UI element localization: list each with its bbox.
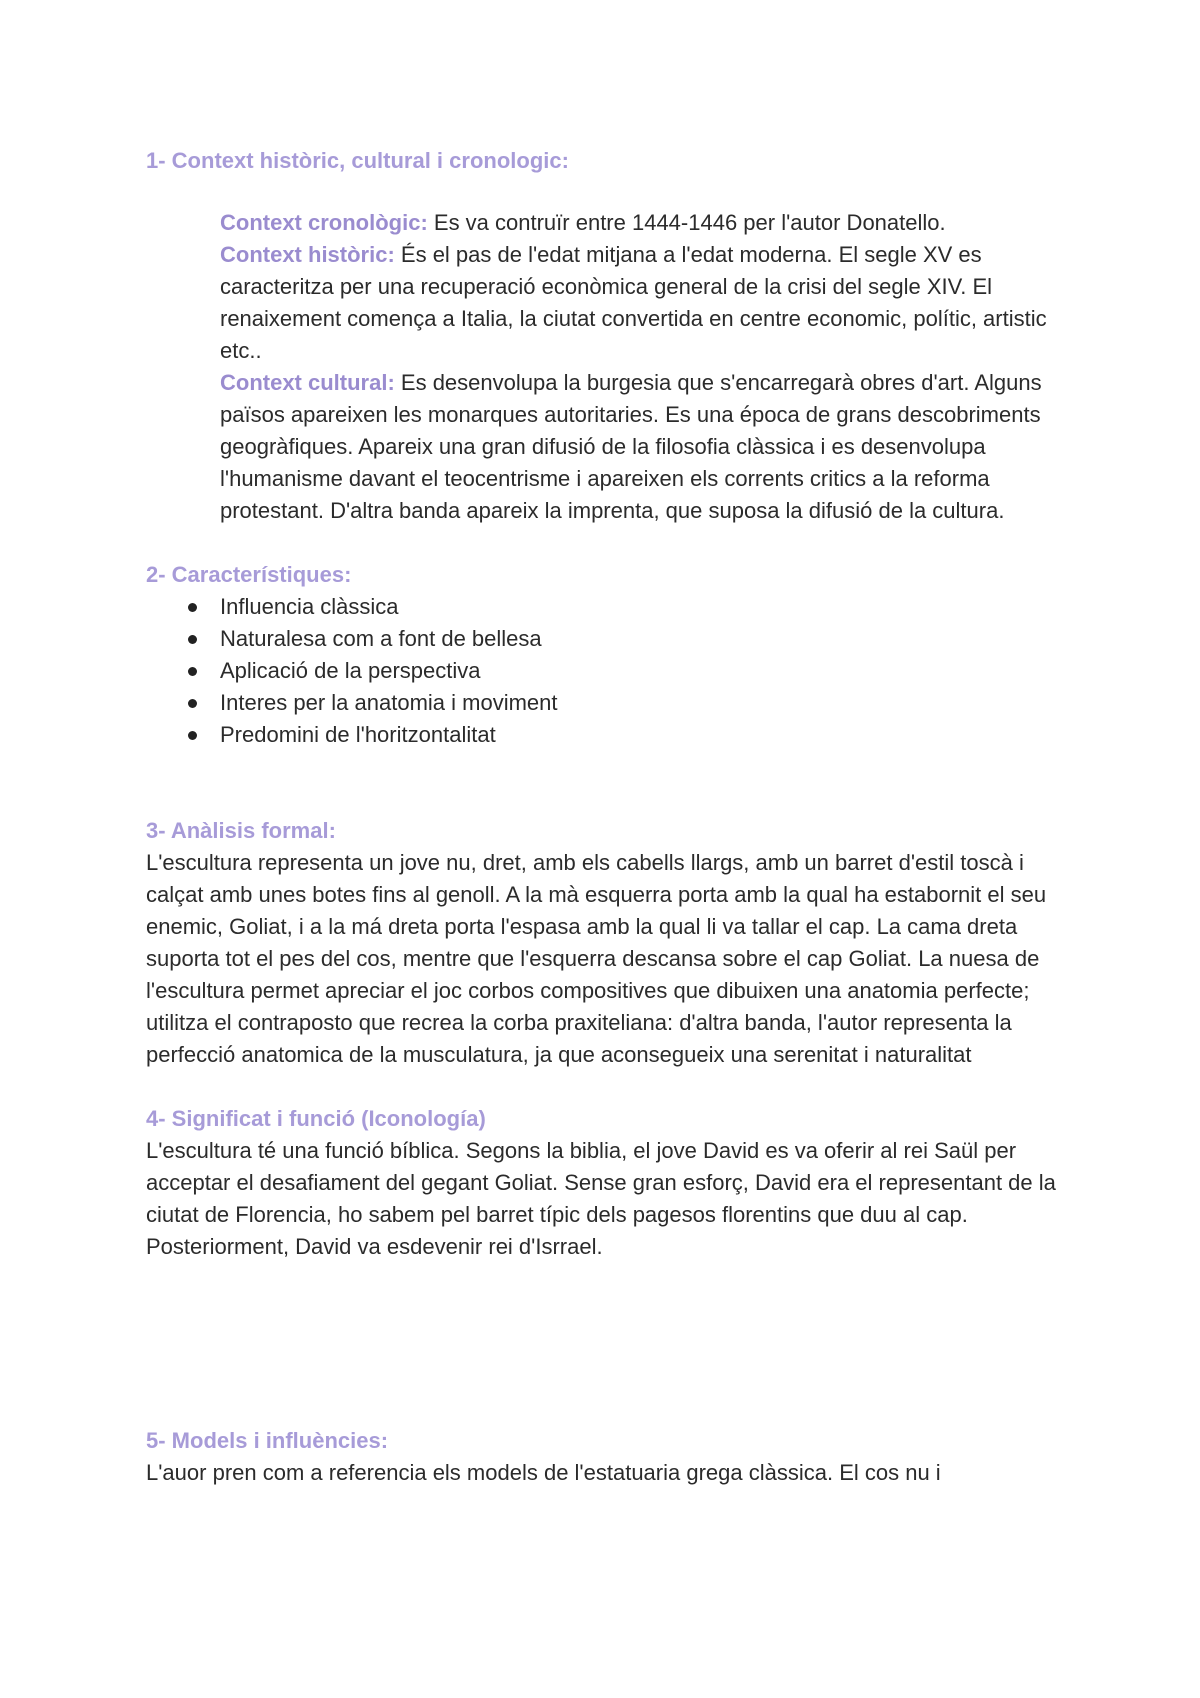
context-cultural <box>220 367 1076 527</box>
list-item <box>146 591 1076 623</box>
section-5-heading: 5- Models i influències: <box>146 1428 389 1453</box>
list-item <box>146 687 1076 719</box>
characteristics-list <box>146 591 1076 751</box>
list-item <box>146 655 1076 687</box>
bullet-icon <box>188 603 197 612</box>
bullet-icon <box>188 667 197 676</box>
section-2-heading: 2- Característiques: <box>146 562 352 587</box>
section-3-heading: 3- Anàlisis formal: <box>146 818 336 843</box>
context-historic-text: És el pas de l'edat mitjana a l'edat moderna. El segle XV es caracteritza per una recuperació econòmica general de la crisi del segle XIV. El renaixement comença a Italia, la ciutat convertida en centre economic, polític, artistic etc.. <box>220 242 1047 363</box>
context-cronologic <box>220 207 1076 239</box>
list-item-text: Influencia clàssica <box>220 594 399 619</box>
list-item <box>146 719 1076 751</box>
list-item-text: Interes per la anatomia i moviment <box>220 690 558 715</box>
bullet-icon <box>188 635 197 644</box>
bullet-icon <box>188 699 197 708</box>
section-4-heading: 4- Significat i funció (Iconología) <box>146 1106 486 1131</box>
context-historic <box>220 239 1076 367</box>
list-item-text: Predomini de l'horitzontalitat <box>220 722 496 747</box>
list-item <box>146 623 1076 655</box>
context-cultural-label: Context cultural: <box>220 370 395 395</box>
section-5-text: L'auor pren com a referencia els models de l'estatuaria grega clàssica. El cos nu i <box>146 1460 941 1485</box>
list-item-text: Naturalesa com a font de bellesa <box>220 626 542 651</box>
context-cronologic-label: Context cronològic: <box>220 210 428 235</box>
section-4-text: L'escultura té una funció bíblica. Segons la biblia, el jove David es va oferir al rei Saül per acceptar el desafiament del gegant Goliat. Sense gran esforç, David era el representant de la ciutat de Florencia, ho sabem pel barret típic dels pagesos florentins que duu al cap. Posteriorment, David va esdevenir rei d'Isrrael. <box>146 1138 1056 1259</box>
section-1-body <box>146 207 1076 527</box>
document-page <box>146 145 1076 1489</box>
context-cronologic-text: Es va contruïr entre 1444-1446 per l'autor Donatello. <box>427 210 946 235</box>
context-cultural-text: Es desenvolupa la burgesia que s'encarregarà obres d'art. Alguns països apareixen les monarques autoritaries. Es una época de grans descobriments geogràfiques. Apareix una gran difusió de la filosofia clàssica i es desenvolupa l'humanisme davant el teocentrisme i apareixen els corrents critics a la reforma protestant. D'altra banda apareix la imprenta, que suposa la difusió de la cultura. <box>220 370 1042 523</box>
context-historic-label: Context històric: <box>220 242 395 267</box>
section-1-heading: 1- Context històric, cultural i cronologic: <box>146 148 569 173</box>
bullet-icon <box>188 731 197 740</box>
section-3-text: L'escultura representa un jove nu, dret, amb els cabells llargs, amb un barret d'estil toscà i calçat amb unes botes fins al genoll. A la mà esquerra porta amb la qual ha estabornit el seu enemic, Goliat, i a la má dreta porta l'espasa amb la qual li va tallar el cap. La cama dreta suporta tot el pes del cos, mentre que l'esquerra descansa sobre el cap Goliat. La nuesa de l'escultura permet apreciar el joc corbos compositives que dibuixen una anatomia perfecte; utilitza el contraposto que recrea la corba praxiteliana: d'altra banda, l'autor representa la perfecció anatomica de la musculatura, ja que aconsegueix una serenitat i naturalitat <box>146 850 1047 1067</box>
list-item-text: Aplicació de la perspectiva <box>220 658 481 683</box>
